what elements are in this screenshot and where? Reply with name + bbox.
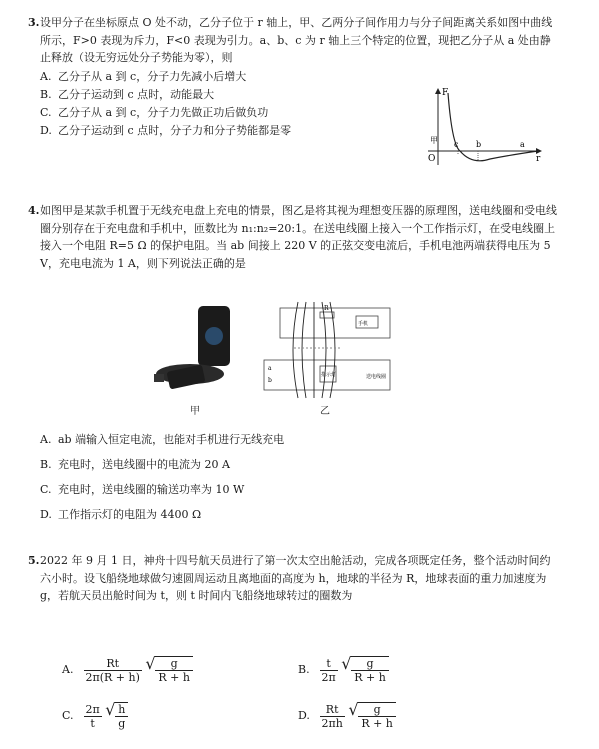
option-c: C. $\frac{2\pi}{t}$ √ $\frac{h}{g}$ (62, 702, 128, 730)
question-4 (28, 202, 560, 272)
question-stem: 设甲分子在坐标原点 O 处不动，乙分子位于 r 轴上，甲、乙两分子间作用力与分子间距离关系如图中曲线所示，F>0 表现为斥力，F<0 表现为引力。a、b、c 为 r 轴上三个特定的位置，现把乙分子从 a 处由静止释放（设无穷远处分子势能为零），则 (40, 16, 553, 64)
point-c-label: c (454, 140, 459, 149)
figure-jia-label: 甲 (190, 406, 200, 417)
question-stem: 如图甲是某款手机置于无线充电盘上充电的情景，图乙是将其视为理想变压器的原理图，送电线圈和受电线圈分别存在于充电盘和手机中，匝数比为 n₁:n₂=20:1。在送电线圈上接入一个工作指示灯，在受电线圈上接入一个电阻 R=5 Ω 的保护电阻。当 ab 间接上 220 V 的正弦交变电流后，手机电池两端获得电压为 5 V，充电电流为 1 A，则下列说法正确的是 (40, 204, 557, 270)
option-a: A. 乙分子从 a 到 c，分子力先减小后增大 (40, 69, 247, 83)
question-stem: 2022 年 9 月 1 日，神舟十四号航天员进行了第一次太空出舱活动，完成各项既定任务，整个活动时间约六小时。设飞船绕地球做匀速圆周运动且离地面的高度为 h，地球的半径为 R，地球表面的重力加速度为 g，若航天员出舱时间为 t，则 t 时间内飞船绕地球转过的圈数为 (40, 554, 551, 602)
option-b: B. 充电时，送电线圈中的电流为 20 A (40, 458, 230, 471)
svg-text:送电线圈: 送电线圈 (366, 374, 387, 380)
point-b-label: b (476, 140, 482, 149)
option-d: D. 工作指示灯的电阻为 4400 Ω (40, 508, 202, 521)
svg-text:手机: 手机 (358, 321, 369, 327)
option-b: B. 乙分子运动到 c 点时，动能最大 (40, 87, 215, 101)
option-d: D. 乙分子运动到 c 点时，分子力和分子势能都是零 (40, 123, 292, 137)
svg-text:指示灯: 指示灯 (321, 372, 337, 378)
option-a: A. $\frac{Rt}{2\pi(R + h)}$ √ $\frac{g}{R + h}$ (62, 656, 193, 684)
axis-x-label: r (536, 154, 541, 164)
transformer-circuit-diagram (258, 300, 398, 400)
option-c: C. 充电时，送电线圈的输送功率为 10 W (40, 483, 245, 496)
point-a-label: a (520, 140, 525, 149)
question-4-options (40, 430, 560, 523)
phone-charging-photo (150, 300, 250, 400)
axis-y-label: F (442, 88, 449, 98)
force-distance-graph (420, 85, 545, 175)
jia-label: 甲 (430, 136, 438, 145)
option-b: B. $\frac{t}{2\pi}$ √ $\frac{g}{R + h}$ (298, 656, 389, 684)
question-number: 3. (28, 16, 40, 29)
option-a: A. ab 端输入恒定电流，也能对手机进行无线充电 (40, 433, 285, 446)
svg-text:a: a (268, 365, 272, 372)
question-number: 5. (28, 554, 40, 567)
option-d: D. $\frac{Rt}{2\pi h}$ √ $\frac{g}{R + h}$ (298, 702, 396, 730)
svg-text:R: R (324, 305, 329, 312)
question-number: 4. (28, 204, 40, 217)
svg-text:b: b (268, 377, 272, 384)
origin-label: O (428, 154, 436, 164)
option-c: C. 乙分子从 a 到 c，分子力先做正功后做负功 (40, 105, 269, 119)
question-5 (28, 552, 560, 605)
figure-yi-label: 乙 (320, 406, 330, 417)
